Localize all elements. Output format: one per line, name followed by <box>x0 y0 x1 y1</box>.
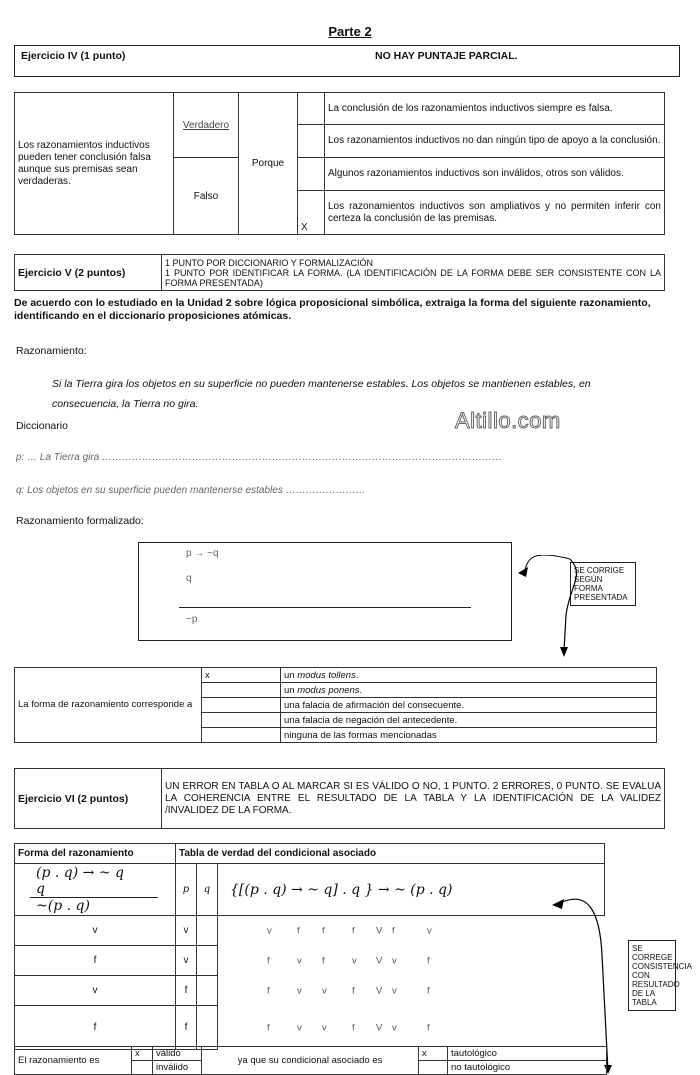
truth-value: f <box>352 925 355 936</box>
truth-value: f <box>392 925 395 936</box>
reasoning-text: Si la Tierra gira los objetos en su superficie no pueden mantenerse estables. Los objetos se mantienen estables, en consecuencia, la Tierra no gira. <box>52 378 591 410</box>
taut-option: tautológico <box>448 1047 607 1061</box>
ex5-header <box>14 254 665 291</box>
truth-value: v <box>392 1022 397 1033</box>
form-mark-cell[interactable] <box>202 728 281 743</box>
ex4-reason: La conclusión de los razonamientos inductivos siempre es falsa. <box>325 93 665 125</box>
truth-value: f <box>267 1022 270 1033</box>
cell-q: f <box>176 976 197 1006</box>
truth-row <box>15 1006 605 1050</box>
formula: {[(p . q) → ~ q] . q } → ~ (p . q) <box>218 864 605 916</box>
taut-mark: x <box>422 1048 427 1059</box>
ex4-reason: Los razonamientos inductivos no dan ningún tipo de apoyo a la conclusión. <box>325 125 665 158</box>
dictionary-q: q: Los objetos en su superficie pueden mantenerse estables …………………… <box>16 485 366 496</box>
cell-p: f <box>15 1006 176 1050</box>
truth-value: f <box>322 925 325 936</box>
ex4-mark-cell[interactable] <box>298 191 325 235</box>
col-form: Forma del razonamiento <box>15 844 176 864</box>
form-cell <box>15 864 176 916</box>
form-mark-cell[interactable] <box>202 683 281 698</box>
ex4-table <box>14 92 665 235</box>
truth-value: V <box>376 1022 383 1033</box>
valid-option: válido <box>153 1047 202 1061</box>
premise-2: q <box>186 573 192 584</box>
truth-value: V <box>376 985 383 996</box>
cell-values <box>197 1006 430 1050</box>
truth-value: V <box>376 955 383 966</box>
ex4-header <box>14 45 680 77</box>
validity-because: ya que su condicional asociado es <box>202 1047 419 1075</box>
truth-value: f <box>427 985 430 996</box>
validity-label: El razonamiento es <box>15 1047 132 1075</box>
cell-values <box>197 976 430 1006</box>
truth-value: f <box>267 985 270 996</box>
cell-q: v <box>176 946 197 976</box>
col-table: Tabla de verdad del condicional asociado <box>176 844 605 864</box>
ex4-mark-cell[interactable] <box>298 158 325 191</box>
form-mark-cell[interactable] <box>202 698 281 713</box>
truth-value: V <box>376 925 383 936</box>
truth-value: v <box>322 985 327 996</box>
truth-row <box>15 976 605 1006</box>
form-option: una falacia de afirmación del consecuente. <box>281 698 657 713</box>
ex4-note: NO HAY PUNTAJE PARCIAL. <box>375 50 518 62</box>
truth-value: f <box>427 1022 430 1033</box>
vi-premise-2: q <box>36 881 45 897</box>
premise-1: p → ~q <box>186 548 219 559</box>
invalid-mark-cell[interactable] <box>132 1061 153 1075</box>
ex4-statement: Los razonamientos inductivos pueden tener conclusión falsa aunque sus premisas sean verdaderas. <box>15 93 174 235</box>
reasoning-label: Razonamiento: <box>16 345 87 357</box>
ex6-criteria: UN ERROR EN TABLA O AL MARCAR SI ES VÁLIDO O NO, 1 PUNTO. 2 ERRORES, 0 PUNTO. SE EVALUA LA COHERENCIA ENTRE EL RESULTADO DE LA TABLA Y LA IDENTIFICACIÓN DE LA VALIDEZ /INVALIDEZ DE LA FORMA. <box>162 769 665 829</box>
validity-table <box>14 1046 607 1075</box>
form-mark-cell[interactable] <box>202 668 281 683</box>
formalized-box <box>138 542 512 641</box>
form-mark-cell[interactable] <box>202 713 281 728</box>
truth-value: v <box>352 955 357 966</box>
ex4-option-true[interactable]: Verdadero <box>174 93 239 158</box>
truth-value: v <box>297 955 302 966</box>
cell-q: v <box>176 916 197 946</box>
ex4-because: Porque <box>239 93 298 235</box>
ex4-label: Ejercicio IV (1 punto) <box>21 50 126 62</box>
form-mark: x <box>205 669 210 681</box>
vi-conclusion: ~(p . q) <box>36 898 90 914</box>
cell-q: f <box>176 1006 197 1050</box>
taut-mark-cell[interactable] <box>419 1047 448 1061</box>
form-option: un modus ponens. <box>281 683 657 698</box>
ex6-label: Ejercicio VI (2 puntos) <box>15 769 162 829</box>
grading-note-5: SE CORRIGE SEGÚN FORMA PRESENTADA <box>570 562 636 606</box>
ex4-mark-cell[interactable] <box>298 125 325 158</box>
dictionary-label: Diccionario <box>16 420 68 432</box>
grading-note-6: SE CORREGE CONSISTENCIA CON RESULTADO DE LA TABLA <box>628 940 676 1011</box>
non-taut-option: no tautológico <box>448 1061 607 1075</box>
cell-p: f <box>15 946 176 976</box>
ex4-reason: Los razonamientos inductivos son ampliativos y no permiten inferir con certeza la conclusión de las premisas. <box>325 191 665 235</box>
truth-row <box>15 946 605 976</box>
truth-value: f <box>267 955 270 966</box>
form-option: una falacia de negación del antecedente. <box>281 713 657 728</box>
truth-row <box>15 916 605 946</box>
conclusion: ~p <box>186 614 198 625</box>
non-taut-mark-cell[interactable] <box>419 1061 448 1075</box>
truth-value: v <box>297 985 302 996</box>
ex5-label: Ejercicio V (2 puntos) <box>15 255 162 291</box>
truth-value: v <box>392 985 397 996</box>
truth-value: v <box>322 1022 327 1033</box>
watermark: Altillo.com <box>455 408 561 433</box>
cell-p: v <box>15 916 176 946</box>
head-p: p <box>176 864 197 916</box>
form-question: La forma de razonamiento corresponde a <box>15 668 202 743</box>
cell-values <box>197 916 432 946</box>
truth-table <box>14 843 605 1050</box>
ex4-option-false[interactable]: Falso <box>174 158 239 235</box>
form-option: ninguna de las formas mencionadas <box>281 728 657 743</box>
page-title: Parte 2 <box>328 24 372 39</box>
form-table <box>14 667 657 743</box>
ex6-header <box>14 768 665 829</box>
conclusion-line <box>179 607 471 608</box>
truth-value: v <box>297 1022 302 1033</box>
truth-value: v <box>392 955 397 966</box>
truth-value: f <box>297 925 300 936</box>
ex4-reason: Algunos razonamientos inductivos son inválidos, otros son válidos. <box>325 158 665 191</box>
valid-mark-cell[interactable] <box>132 1047 153 1061</box>
ex4-mark: X <box>301 222 308 233</box>
truth-value: f <box>427 955 430 966</box>
formalized-label: Razonamiento formalizado: <box>16 515 144 527</box>
valid-mark: x <box>135 1048 140 1059</box>
vi-premise-1: (p . q) → ~ q <box>36 865 124 881</box>
truth-value: f <box>352 1022 355 1033</box>
cell-values <box>197 946 430 976</box>
truth-value: v <box>267 925 272 936</box>
invalid-option: inválido <box>153 1061 202 1075</box>
form-option: un modus tollens. <box>281 668 657 683</box>
truth-value: f <box>352 985 355 996</box>
dictionary-p: p: … La Tierra gira ………………………………………………………………………………………………………… <box>16 452 503 463</box>
truth-value: f <box>322 955 325 966</box>
cell-p: v <box>15 976 176 1006</box>
ex4-mark-cell[interactable] <box>298 93 325 125</box>
ex5-instruction: De acuerdo con lo estudiado en la Unidad 2 sobre lógica proposicional simbólica, extraiga la forma del siguiente razonamiento, identificando en el diccionario proposiciones atómicas. <box>14 297 651 322</box>
truth-value: v <box>427 925 432 936</box>
head-q: q <box>197 864 218 916</box>
arrow-icon <box>510 555 590 665</box>
ex5-criteria: 1 PUNTO POR DICCIONARIO Y FORMALIZACIÓN 1 PUNTO POR IDENTIFICAR LA FORMA. (LA IDENTIFICACIÓN DE LA FORMA DEBE SER CONSISTENTE CON LA FORMA PRESENTADA) <box>162 255 665 291</box>
